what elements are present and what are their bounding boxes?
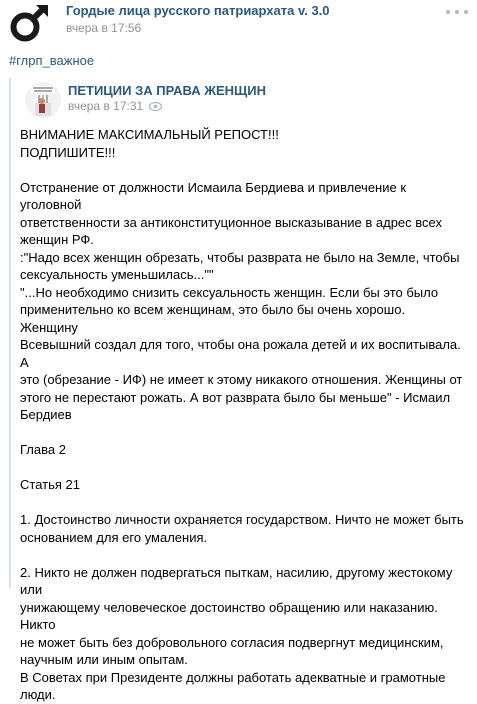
more-dots-icon[interactable]	[446, 5, 468, 19]
hashtag-link[interactable]: #глрп_важное	[9, 53, 95, 68]
repost-group-avatar[interactable]	[25, 82, 61, 118]
post-text-line: В Советах при Президенте должны работать адекватные и грамотные люди.	[20, 669, 446, 702]
post-text-line: :"Надо всех женщин обрезать, чтобы разврата не было на Земле, чтобы	[20, 249, 460, 265]
petition-logo-icon	[25, 82, 61, 118]
male-symbol-icon	[9, 4, 49, 44]
post-text-line: женщин РФ.	[20, 232, 94, 247]
post-text-line: Бердиев	[20, 407, 72, 422]
repost-text	[20, 126, 466, 704]
dot	[464, 10, 468, 14]
post-text-line: 1. Достоинство личности охраняется государством. Ничто не может быть	[20, 512, 464, 527]
post-time[interactable]: вчера в 17:56	[66, 21, 142, 35]
post-text-line: ответственности за антиконституционное высказывание в адрес всех	[20, 214, 442, 230]
post-text-line: этого не перестают рожать. А вот разврата было бы меньше" - Исмаил	[20, 389, 451, 405]
post-text-line: Всевышний создал для того, чтобы она рожала детей и их воспитывала. А	[20, 337, 461, 370]
post-text-line: научным или иным опытам.	[20, 652, 188, 667]
post-text-line: сексуальность уменьшилась...""	[20, 267, 214, 282]
group-name-link[interactable]: Гордые лица русского патриархата v. 3.0	[66, 3, 330, 18]
post-text-line: применительно ко всем женщинам, это было бы очень хорошо. Женщину	[20, 302, 406, 335]
post-text-line	[20, 546, 466, 564]
post-text-line: Глава 2	[20, 442, 66, 457]
repost-meta	[68, 99, 162, 113]
repost-block	[9, 78, 469, 702]
group-avatar[interactable]	[9, 4, 49, 44]
post-text-line	[20, 424, 466, 442]
post-text-line	[20, 161, 466, 179]
post-header	[0, 0, 477, 44]
repost-time[interactable]: вчера в 17:31	[68, 99, 144, 113]
post-text-line: ПОДПИШИТЕ!!!	[20, 144, 116, 160]
post-text-line: не может быть без добровольного согласия подвергнут медицинским,	[20, 634, 444, 650]
post-text-line: это (обрезание - ИФ) не имеет к этому никакого отношения. Женщины от	[20, 372, 463, 387]
post-text-line: Статья 21	[20, 477, 80, 492]
post-text-line: 2. Никто не должен подвергаться пыткам, насилию, другому жестокому или	[20, 564, 453, 597]
post-text-line: "...Но необходимо снизить сексуальность женщин. Если бы это было	[20, 284, 439, 300]
post-text-line	[20, 494, 466, 512]
post-text-line: основанием для его умаления.	[20, 529, 208, 545]
post-text-line: Отстранение от должности Исмаила Бердиева и привлечение к уголовной	[20, 179, 407, 212]
post-text-line: унижающему человеческое достоинство обращению или наказанию. Никто	[20, 599, 438, 632]
post-text-line	[20, 459, 466, 477]
eye-icon	[149, 102, 162, 111]
post-text-line: ВНИМАНИЕ МАКСИМАЛЬНЫЙ РЕПОСТ!!!	[20, 127, 279, 142]
dot	[446, 10, 450, 14]
repost-group-name-link[interactable]: ПЕТИЦИИ ЗА ПРАВА ЖЕНЩИН	[68, 83, 267, 98]
dot	[455, 10, 459, 14]
repost-divider	[9, 78, 11, 588]
